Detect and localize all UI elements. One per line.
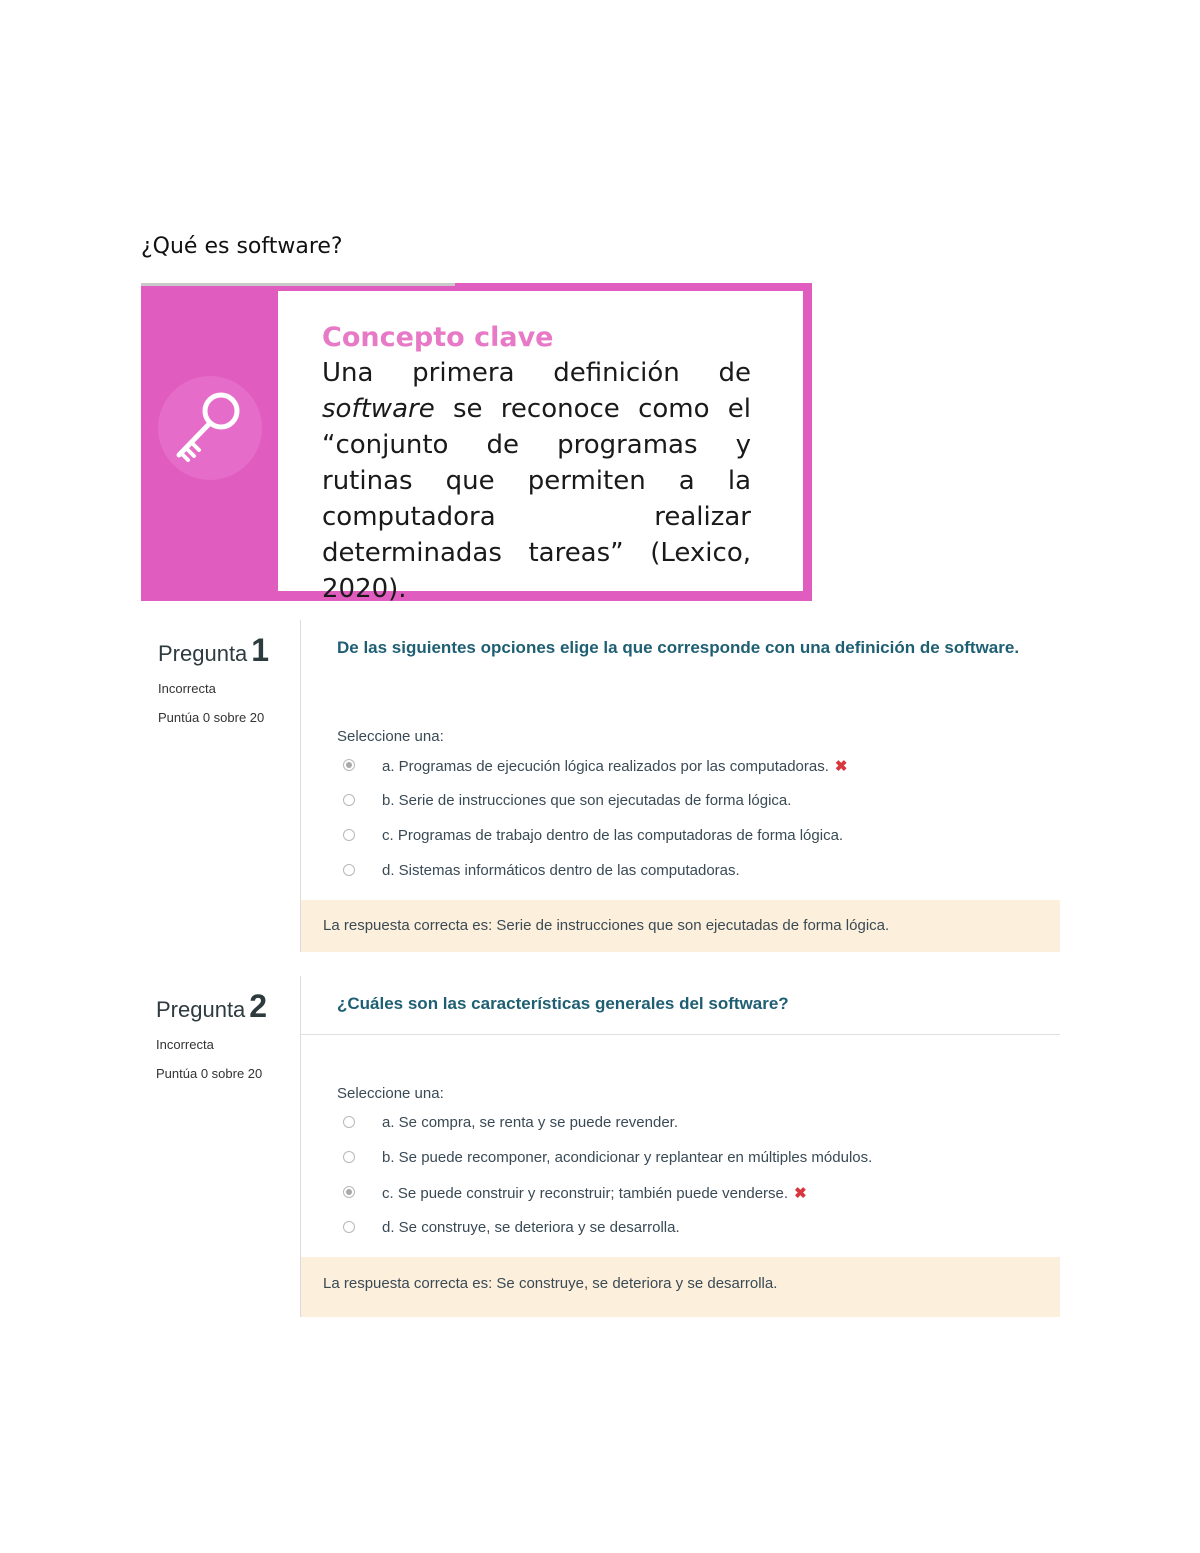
concept-definition [322,355,751,607]
answer-option[interactable] [343,862,1060,897]
question-label: Pregunta [158,641,248,666]
answer-option[interactable] [343,1114,1060,1149]
question-grade: Puntúa 0 sobre 20 [156,1066,263,1081]
concept-title: Concepto clave [322,322,554,353]
radio-button[interactable] [343,1186,355,1198]
answer-option[interactable] [343,1219,1060,1254]
answer-option[interactable] [343,827,1060,862]
question-grade: Puntúa 0 sobre 20 [158,710,265,725]
option-label: b. Serie de instrucciones que son ejecutadas de forma lógica. [382,792,792,809]
select-prompt: Seleccione una: [337,728,444,745]
option-label: b. Se puede recomponer, acondicionar y replantear en múltiples módulos. [382,1149,873,1166]
radio-button[interactable] [343,794,355,806]
question-1-content [300,620,1060,952]
option-label: a. Programas de ejecución lógica realizados por las computadoras. [382,758,829,775]
option-label: d. Se construye, se deteriora y se desarrolla. [382,1219,680,1236]
question-2-content [300,976,1060,1317]
concept-text-start: Una primera definición de [322,358,751,388]
concept-text-italic: software [322,394,435,424]
option-label: d. Sistemas informáticos dentro de las computadoras. [382,862,740,879]
incorrect-icon: ✖ [834,758,848,775]
correct-answer-feedback: La respuesta correcta es: Se construye, se deteriora y se desarrolla. [301,1257,1060,1317]
answer-option[interactable] [343,792,1060,827]
radio-button[interactable] [343,759,355,771]
radio-button[interactable] [343,1116,355,1128]
concept-top-bar [141,283,455,286]
concept-content [278,291,803,604]
radio-button[interactable] [343,829,355,841]
concept-card [141,283,812,604]
correct-answer-feedback: La respuesta correcta es: Serie de instrucciones que son ejecutadas de forma lógica. [301,900,1060,952]
concept-text-end: se reconoce como el “conjunto de programas y rutinas que permiten a la computadora realizar determinadas tareas” (Lexico, 2020). [322,394,751,604]
document-heading: ¿Qué es software? [141,234,343,259]
radio-button[interactable] [343,1221,355,1233]
select-prompt: Seleccione una: [337,1085,444,1102]
answer-options [301,757,1060,897]
question-text: ¿Cuáles son las características generales del software? [337,994,789,1013]
question-text: De las siguientes opciones elige la que corresponde con una definición de software. [337,638,1020,657]
answer-option[interactable] [343,1149,1060,1184]
radio-button[interactable] [343,864,355,876]
question-state: Incorrecta [158,681,216,696]
option-label: c. Programas de trabajo dentro de las computadoras de forma lógica. [382,827,844,844]
option-label: c. Se puede construir y reconstruir; también puede venderse. [382,1185,789,1202]
question-number: 2 [249,988,268,1024]
incorrect-icon: ✖ [794,1185,807,1202]
question-1-info [158,632,298,725]
answer-option[interactable] [343,1184,1060,1219]
question-2-info [156,988,296,1081]
question-number: 1 [251,632,270,668]
option-label: a. Se compra, se renta y se puede revender. [382,1114,679,1131]
question-state: Incorrecta [156,1037,214,1052]
answer-option[interactable] [343,757,1060,792]
radio-button[interactable] [343,1151,355,1163]
question-divider [301,1034,1060,1035]
key-icon [155,373,265,483]
question-label: Pregunta [156,997,246,1022]
answer-options [301,1114,1060,1254]
